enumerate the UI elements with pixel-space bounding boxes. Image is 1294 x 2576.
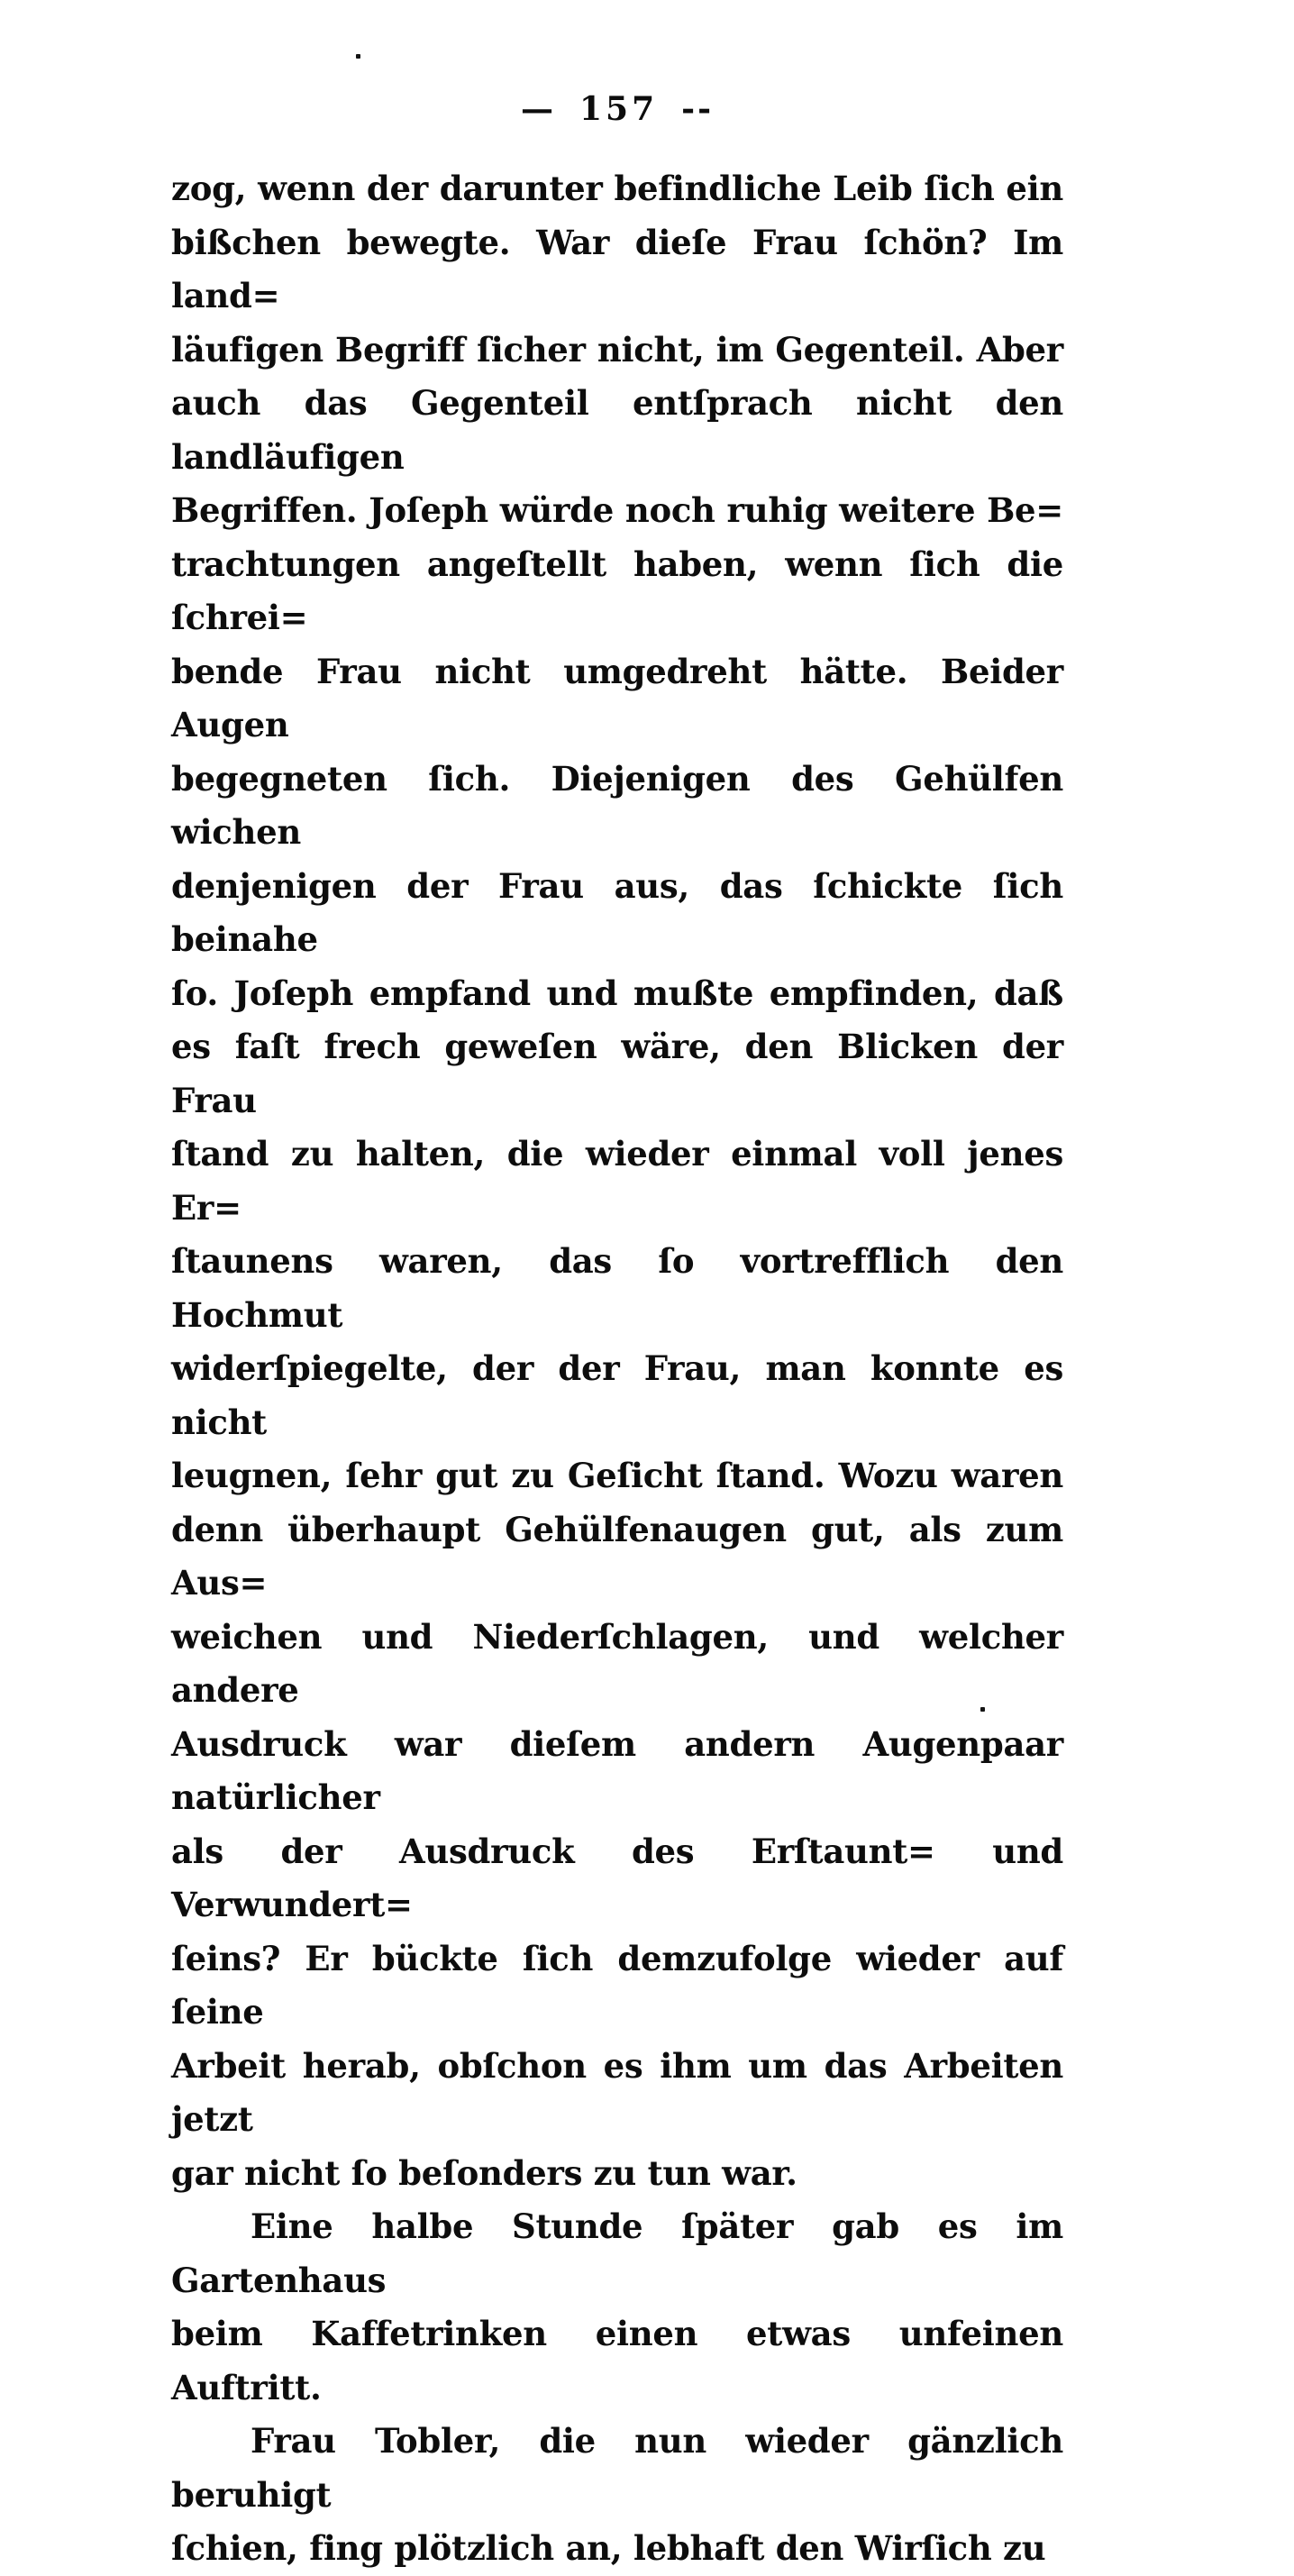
page-number: 157 xyxy=(579,90,659,128)
text-line: trachtungen angeſtellt haben, wenn ſich die ſchrei= xyxy=(171,544,1063,637)
text-line: läufigen Begriff ſicher nicht, im Gegenteil. Aber xyxy=(171,329,1063,370)
ink-speck-bottom xyxy=(980,1707,985,1712)
paragraph xyxy=(171,2200,1063,2415)
text-line: ſchien, fing plötzlich an, lebhaft den Wirſich zu xyxy=(171,2528,1046,2568)
text-line: Frau Tobler, die nun wieder gänzlich beruhigt xyxy=(171,2421,1063,2515)
header-dash-left: — xyxy=(520,90,554,128)
text-line: ſeins? Er bückte ſich demzufolge wieder auf ſeine xyxy=(171,1938,1063,2032)
text-line: als der Ausdruck des Erſtaunt= und Verwundert= xyxy=(171,1831,1063,1924)
text-line: denjenigen der Frau aus, das ſchickte ſich beinahe xyxy=(171,865,1063,959)
text-line: begegneten ſich. Diejenigen des Gehülfen wichen xyxy=(171,758,1063,852)
text-line: auch das Gegenteil entſprach nicht den landläufigen xyxy=(171,383,1063,477)
text-line: bende Frau nicht umgedreht hätte. Beider Augen xyxy=(171,651,1063,744)
text-line: es faſt frech geweſen wäre, den Blicken der Frau xyxy=(171,1027,1063,1120)
text-line: ſtaunens waren, das ſo vortrefflich den Hochmut xyxy=(171,1241,1063,1335)
text-line: Begriffen. Joſeph würde noch ruhig weitere Be= xyxy=(171,490,1063,530)
text-line: leugnen, ſehr gut zu Geſicht ſtand. Wozu waren xyxy=(171,1456,1063,1495)
text-line: Ausdruck war dieſem andern Augenpaar natürlicher xyxy=(171,1723,1063,1817)
text-line: weichen und Niederſchlagen, und welcher andere xyxy=(171,1616,1063,1710)
text-line: Eine halbe Stunde ſpäter gab es im Gartenhaus xyxy=(171,2206,1063,2300)
ink-speck-top xyxy=(356,54,360,59)
text-line: ſo. Joſeph empfand und mußte empfinden, daß xyxy=(171,973,1063,1013)
text-line: beim Kaffetrinken einen etwas unfeinen Auftritt. xyxy=(171,2314,1063,2407)
page-header xyxy=(171,90,1063,128)
text-block xyxy=(171,162,1063,2576)
text-line: Arbeit herab, obſchon es ihm um das Arbeiten jetzt xyxy=(171,2045,1063,2139)
paragraph xyxy=(171,162,1063,2200)
text-line: bißchen bewegte. War dieſe Frau ſchön? Im land= xyxy=(171,222,1063,315)
text-line: zog, wenn der darunter befindliche Leib ſich ein xyxy=(171,169,1063,208)
text-line: ſtand zu halten, die wieder einmal voll jenes Er= xyxy=(171,1134,1063,1228)
text-line: widerſpiegelte, der der Frau, man konnte es nicht xyxy=(171,1348,1063,1442)
header-dash-right: -- xyxy=(681,90,715,128)
text-line: gar nicht ſo beſonders zu tun war. xyxy=(171,2152,797,2193)
text-line: denn überhaupt Gehülfenaugen gut, als zum Aus= xyxy=(171,1509,1063,1603)
paragraph xyxy=(171,2415,1063,2576)
